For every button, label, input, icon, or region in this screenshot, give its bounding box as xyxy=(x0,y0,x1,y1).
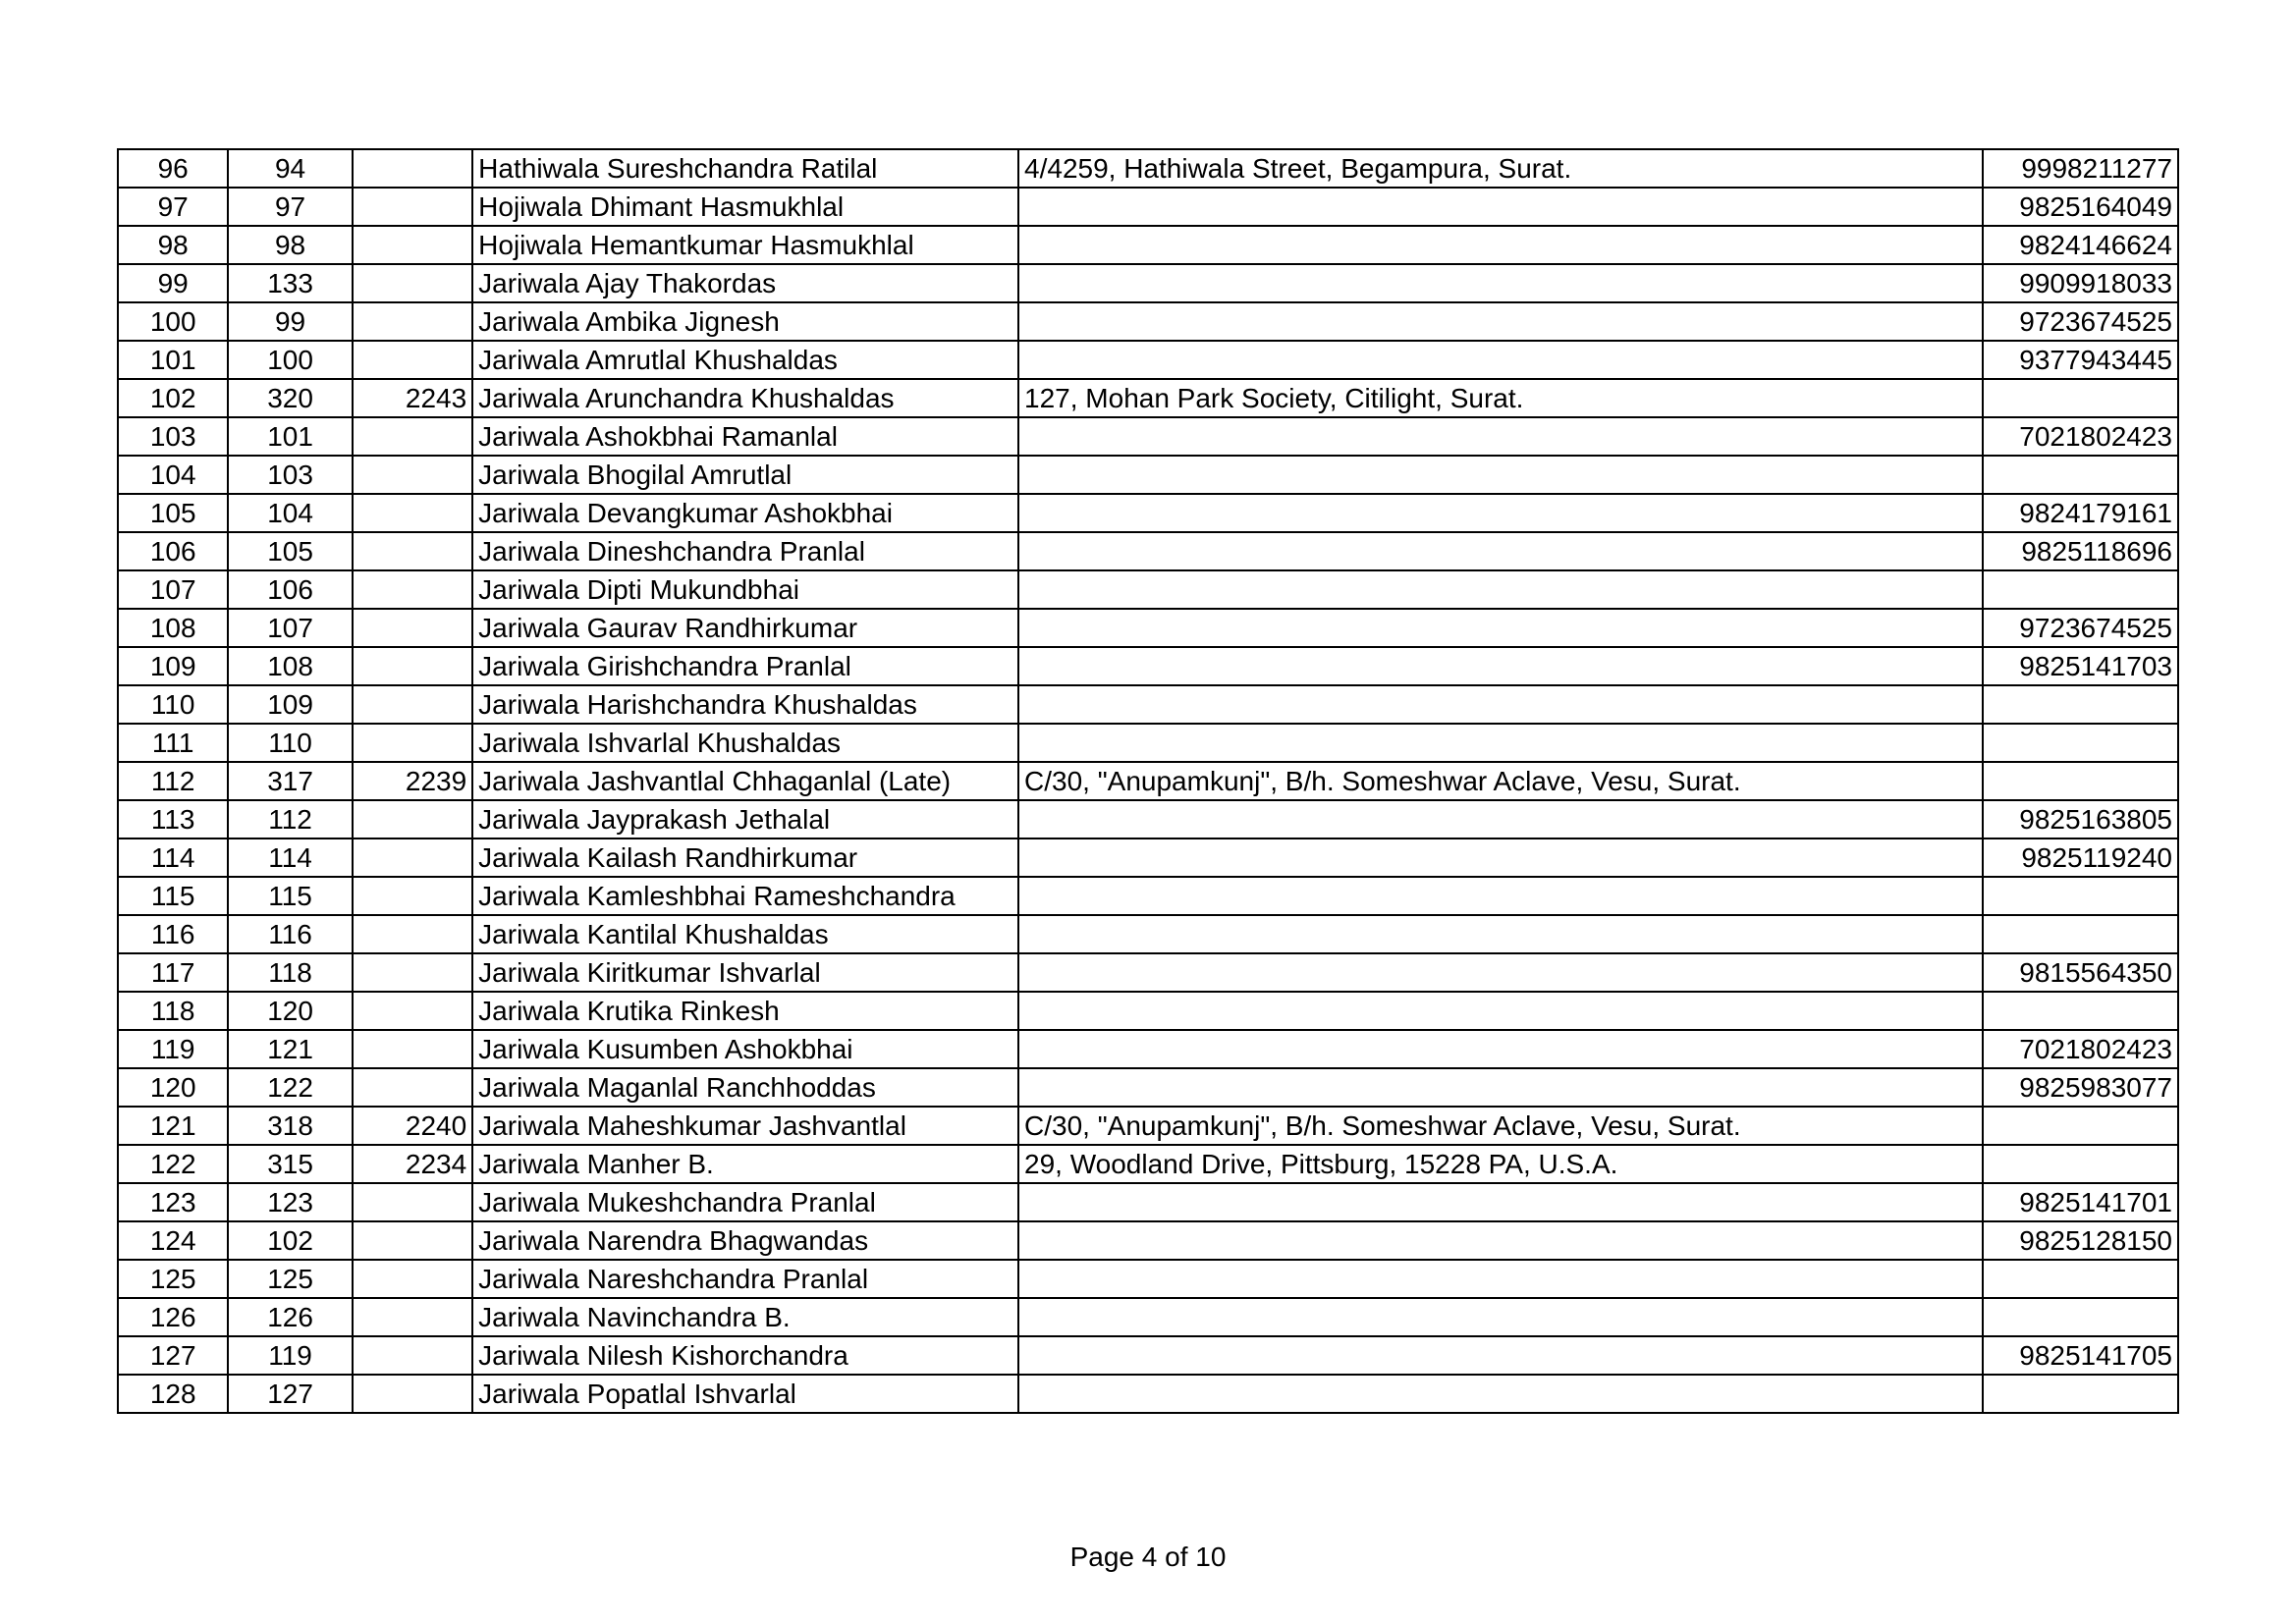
reference-number-cell xyxy=(353,1068,472,1107)
phone-cell: 9909918033 xyxy=(1983,264,2178,302)
address-cell xyxy=(1018,800,1983,839)
phone-cell xyxy=(1983,456,2178,494)
table-row xyxy=(118,953,2178,992)
member-number-cell: 121 xyxy=(228,1030,352,1068)
member-number-cell: 101 xyxy=(228,417,352,456)
address-cell xyxy=(1018,953,1983,992)
serial-number-cell: 105 xyxy=(118,494,228,532)
phone-cell: 9825983077 xyxy=(1983,1068,2178,1107)
address-cell xyxy=(1018,839,1983,877)
member-number-cell: 122 xyxy=(228,1068,352,1107)
serial-number-cell: 125 xyxy=(118,1260,228,1298)
reference-number-cell xyxy=(353,800,472,839)
serial-number-cell: 107 xyxy=(118,570,228,609)
member-number-cell: 110 xyxy=(228,724,352,762)
member-name-cell: Jariwala Devangkumar Ashokbhai xyxy=(472,494,1018,532)
serial-number-cell: 114 xyxy=(118,839,228,877)
member-name-cell: Jariwala Jayprakash Jethalal xyxy=(472,800,1018,839)
serial-number-cell: 106 xyxy=(118,532,228,570)
address-cell: 127, Mohan Park Society, Citilight, Surat. xyxy=(1018,379,1983,417)
member-name-cell: Hathiwala Sureshchandra Ratilal xyxy=(472,149,1018,188)
table-row xyxy=(118,1298,2178,1336)
serial-number-cell: 102 xyxy=(118,379,228,417)
member-number-cell: 320 xyxy=(228,379,352,417)
member-name-cell: Jariwala Harishchandra Khushaldas xyxy=(472,685,1018,724)
member-number-cell: 98 xyxy=(228,226,352,264)
reference-number-cell xyxy=(353,149,472,188)
reference-number-cell xyxy=(353,915,472,953)
serial-number-cell: 122 xyxy=(118,1145,228,1183)
member-name-cell: Jariwala Bhogilal Amrutlal xyxy=(472,456,1018,494)
member-name-cell: Jariwala Krutika Rinkesh xyxy=(472,992,1018,1030)
phone-cell xyxy=(1983,570,2178,609)
reference-number-cell xyxy=(353,953,472,992)
member-name-cell: Jariwala Kamleshbhai Rameshchandra xyxy=(472,877,1018,915)
address-cell xyxy=(1018,494,1983,532)
table-row xyxy=(118,992,2178,1030)
phone-cell xyxy=(1983,379,2178,417)
table-row xyxy=(118,1375,2178,1413)
member-number-cell: 106 xyxy=(228,570,352,609)
member-number-cell: 317 xyxy=(228,762,352,800)
member-name-cell: Jariwala Nareshchandra Pranlal xyxy=(472,1260,1018,1298)
phone-cell: 9998211277 xyxy=(1983,149,2178,188)
serial-number-cell: 111 xyxy=(118,724,228,762)
member-number-cell: 94 xyxy=(228,149,352,188)
member-name-cell: Jariwala Kusumben Ashokbhai xyxy=(472,1030,1018,1068)
member-number-cell: 104 xyxy=(228,494,352,532)
reference-number-cell xyxy=(353,1260,472,1298)
reference-number-cell xyxy=(353,685,472,724)
serial-number-cell: 120 xyxy=(118,1068,228,1107)
member-number-cell: 115 xyxy=(228,877,352,915)
member-name-cell: Jariwala Kiritkumar Ishvarlal xyxy=(472,953,1018,992)
address-cell xyxy=(1018,1221,1983,1260)
reference-number-cell xyxy=(353,188,472,226)
address-cell xyxy=(1018,456,1983,494)
phone-cell: 9825141705 xyxy=(1983,1336,2178,1375)
member-name-cell: Jariwala Dipti Mukundbhai xyxy=(472,570,1018,609)
serial-number-cell: 104 xyxy=(118,456,228,494)
phone-cell xyxy=(1983,915,2178,953)
reference-number-cell xyxy=(353,647,472,685)
table-row xyxy=(118,800,2178,839)
member-name-cell: Jariwala Arunchandra Khushaldas xyxy=(472,379,1018,417)
member-name-cell: Jariwala Jashvantlal Chhaganlal (Late) xyxy=(472,762,1018,800)
reference-number-cell xyxy=(353,1221,472,1260)
member-number-cell: 108 xyxy=(228,647,352,685)
table-row xyxy=(118,1107,2178,1145)
serial-number-cell: 100 xyxy=(118,302,228,341)
reference-number-cell xyxy=(353,1298,472,1336)
member-name-cell: Jariwala Maganlal Ranchhoddas xyxy=(472,1068,1018,1107)
phone-cell: 9825163805 xyxy=(1983,800,2178,839)
phone-cell xyxy=(1983,1260,2178,1298)
member-name-cell: Jariwala Gaurav Randhirkumar xyxy=(472,609,1018,647)
member-table xyxy=(117,148,2179,1414)
member-number-cell: 112 xyxy=(228,800,352,839)
member-table-body xyxy=(118,149,2178,1413)
member-number-cell: 315 xyxy=(228,1145,352,1183)
reference-number-cell xyxy=(353,839,472,877)
address-cell xyxy=(1018,1336,1983,1375)
phone-cell: 9825118696 xyxy=(1983,532,2178,570)
address-cell xyxy=(1018,724,1983,762)
address-cell xyxy=(1018,417,1983,456)
reference-number-cell: 2239 xyxy=(353,762,472,800)
serial-number-cell: 108 xyxy=(118,609,228,647)
member-name-cell: Jariwala Ambika Jignesh xyxy=(472,302,1018,341)
table-row xyxy=(118,877,2178,915)
serial-number-cell: 103 xyxy=(118,417,228,456)
reference-number-cell xyxy=(353,570,472,609)
serial-number-cell: 117 xyxy=(118,953,228,992)
member-name-cell: Jariwala Navinchandra B. xyxy=(472,1298,1018,1336)
phone-cell xyxy=(1983,685,2178,724)
phone-cell: 9815564350 xyxy=(1983,953,2178,992)
serial-number-cell: 123 xyxy=(118,1183,228,1221)
table-row xyxy=(118,1183,2178,1221)
reference-number-cell xyxy=(353,494,472,532)
reference-number-cell xyxy=(353,609,472,647)
member-name-cell: Jariwala Narendra Bhagwandas xyxy=(472,1221,1018,1260)
reference-number-cell xyxy=(353,877,472,915)
address-cell: 4/4259, Hathiwala Street, Begampura, Surat. xyxy=(1018,149,1983,188)
address-cell xyxy=(1018,532,1983,570)
table-row xyxy=(118,1030,2178,1068)
address-cell xyxy=(1018,1298,1983,1336)
reference-number-cell xyxy=(353,264,472,302)
table-row xyxy=(118,494,2178,532)
table-row xyxy=(118,379,2178,417)
phone-cell: 9825128150 xyxy=(1983,1221,2178,1260)
table-row xyxy=(118,570,2178,609)
address-cell xyxy=(1018,609,1983,647)
phone-cell xyxy=(1983,877,2178,915)
table-row xyxy=(118,532,2178,570)
address-cell xyxy=(1018,188,1983,226)
address-cell xyxy=(1018,685,1983,724)
member-name-cell: Jariwala Popatlal Ishvarlal xyxy=(472,1375,1018,1413)
member-number-cell: 127 xyxy=(228,1375,352,1413)
member-number-cell: 102 xyxy=(228,1221,352,1260)
reference-number-cell xyxy=(353,1375,472,1413)
table-row xyxy=(118,456,2178,494)
member-name-cell: Hojiwala Dhimant Hasmukhlal xyxy=(472,188,1018,226)
address-cell: C/30, "Anupamkunj", B/h. Someshwar Aclave, Vesu, Surat. xyxy=(1018,762,1983,800)
phone-cell xyxy=(1983,762,2178,800)
phone-cell: 9824146624 xyxy=(1983,226,2178,264)
phone-cell xyxy=(1983,1298,2178,1336)
serial-number-cell: 119 xyxy=(118,1030,228,1068)
member-number-cell: 100 xyxy=(228,341,352,379)
table-row xyxy=(118,341,2178,379)
table-row xyxy=(118,1336,2178,1375)
member-number-cell: 123 xyxy=(228,1183,352,1221)
table-row xyxy=(118,302,2178,341)
phone-cell: 7021802423 xyxy=(1983,417,2178,456)
phone-cell: 9824179161 xyxy=(1983,494,2178,532)
member-number-cell: 109 xyxy=(228,685,352,724)
reference-number-cell xyxy=(353,341,472,379)
table-row xyxy=(118,609,2178,647)
table-row xyxy=(118,417,2178,456)
phone-cell: 9825119240 xyxy=(1983,839,2178,877)
phone-cell: 9825141701 xyxy=(1983,1183,2178,1221)
member-name-cell: Jariwala Amrutlal Khushaldas xyxy=(472,341,1018,379)
table-row xyxy=(118,762,2178,800)
table-row xyxy=(118,149,2178,188)
member-number-cell: 119 xyxy=(228,1336,352,1375)
member-number-cell: 97 xyxy=(228,188,352,226)
member-number-cell: 99 xyxy=(228,302,352,341)
phone-cell xyxy=(1983,992,2178,1030)
serial-number-cell: 127 xyxy=(118,1336,228,1375)
serial-number-cell: 99 xyxy=(118,264,228,302)
phone-cell: 9825164049 xyxy=(1983,188,2178,226)
table-row xyxy=(118,188,2178,226)
member-name-cell: Jariwala Girishchandra Pranlal xyxy=(472,647,1018,685)
serial-number-cell: 118 xyxy=(118,992,228,1030)
table-row xyxy=(118,1260,2178,1298)
address-cell xyxy=(1018,570,1983,609)
member-name-cell: Jariwala Ashokbhai Ramanlal xyxy=(472,417,1018,456)
member-name-cell: Jariwala Kailash Randhirkumar xyxy=(472,839,1018,877)
reference-number-cell xyxy=(353,1030,472,1068)
address-cell xyxy=(1018,1375,1983,1413)
table-row xyxy=(118,1068,2178,1107)
reference-number-cell xyxy=(353,992,472,1030)
page-number: Page 4 of 10 xyxy=(1069,1542,1227,1572)
serial-number-cell: 116 xyxy=(118,915,228,953)
reference-number-cell xyxy=(353,532,472,570)
address-cell xyxy=(1018,647,1983,685)
member-number-cell: 116 xyxy=(228,915,352,953)
member-number-cell: 125 xyxy=(228,1260,352,1298)
phone-cell: 9825141703 xyxy=(1983,647,2178,685)
reference-number-cell: 2234 xyxy=(353,1145,472,1183)
address-cell xyxy=(1018,877,1983,915)
serial-number-cell: 101 xyxy=(118,341,228,379)
serial-number-cell: 113 xyxy=(118,800,228,839)
table-row xyxy=(118,226,2178,264)
reference-number-cell xyxy=(353,302,472,341)
member-number-cell: 105 xyxy=(228,532,352,570)
address-cell xyxy=(1018,1068,1983,1107)
serial-number-cell: 126 xyxy=(118,1298,228,1336)
member-name-cell: Jariwala Ajay Thakordas xyxy=(472,264,1018,302)
table-row xyxy=(118,264,2178,302)
address-cell xyxy=(1018,1030,1983,1068)
phone-cell: 9723674525 xyxy=(1983,609,2178,647)
table-row xyxy=(118,1221,2178,1260)
phone-cell: 9377943445 xyxy=(1983,341,2178,379)
serial-number-cell: 112 xyxy=(118,762,228,800)
member-name-cell: Jariwala Mukeshchandra Pranlal xyxy=(472,1183,1018,1221)
table-row xyxy=(118,647,2178,685)
phone-cell xyxy=(1983,724,2178,762)
serial-number-cell: 115 xyxy=(118,877,228,915)
reference-number-cell xyxy=(353,456,472,494)
serial-number-cell: 97 xyxy=(118,188,228,226)
table-row xyxy=(118,1145,2178,1183)
reference-number-cell xyxy=(353,417,472,456)
member-number-cell: 114 xyxy=(228,839,352,877)
address-cell xyxy=(1018,992,1983,1030)
reference-number-cell xyxy=(353,1183,472,1221)
serial-number-cell: 121 xyxy=(118,1107,228,1145)
member-number-cell: 103 xyxy=(228,456,352,494)
member-number-cell: 133 xyxy=(228,264,352,302)
member-name-cell: Hojiwala Hemantkumar Hasmukhlal xyxy=(472,226,1018,264)
serial-number-cell: 124 xyxy=(118,1221,228,1260)
serial-number-cell: 110 xyxy=(118,685,228,724)
member-name-cell: Jariwala Manher B. xyxy=(472,1145,1018,1183)
address-cell xyxy=(1018,226,1983,264)
phone-cell xyxy=(1983,1107,2178,1145)
member-number-cell: 126 xyxy=(228,1298,352,1336)
member-name-cell: Jariwala Maheshkumar Jashvantlal xyxy=(472,1107,1018,1145)
serial-number-cell: 96 xyxy=(118,149,228,188)
reference-number-cell xyxy=(353,226,472,264)
reference-number-cell: 2243 xyxy=(353,379,472,417)
reference-number-cell xyxy=(353,1336,472,1375)
table-row xyxy=(118,915,2178,953)
address-cell xyxy=(1018,302,1983,341)
address-cell xyxy=(1018,915,1983,953)
phone-cell: 7021802423 xyxy=(1983,1030,2178,1068)
address-cell: 29, Woodland Drive, Pittsburg, 15228 PA, U.S.A. xyxy=(1018,1145,1983,1183)
member-number-cell: 118 xyxy=(228,953,352,992)
member-name-cell: Jariwala Ishvarlal Khushaldas xyxy=(472,724,1018,762)
member-name-cell: Jariwala Nilesh Kishorchandra xyxy=(472,1336,1018,1375)
address-cell xyxy=(1018,264,1983,302)
member-number-cell: 120 xyxy=(228,992,352,1030)
address-cell xyxy=(1018,341,1983,379)
serial-number-cell: 109 xyxy=(118,647,228,685)
phone-cell: 9723674525 xyxy=(1983,302,2178,341)
member-number-cell: 318 xyxy=(228,1107,352,1145)
reference-number-cell xyxy=(353,724,472,762)
phone-cell xyxy=(1983,1145,2178,1183)
table-row xyxy=(118,724,2178,762)
serial-number-cell: 128 xyxy=(118,1375,228,1413)
address-cell xyxy=(1018,1183,1983,1221)
reference-number-cell: 2240 xyxy=(353,1107,472,1145)
member-name-cell: Jariwala Dineshchandra Pranlal xyxy=(472,532,1018,570)
address-cell xyxy=(1018,1260,1983,1298)
phone-cell xyxy=(1983,1375,2178,1413)
table-row xyxy=(118,839,2178,877)
table-row xyxy=(118,685,2178,724)
address-cell: C/30, "Anupamkunj", B/h. Someshwar Aclave, Vesu, Surat. xyxy=(1018,1107,1983,1145)
member-number-cell: 107 xyxy=(228,609,352,647)
serial-number-cell: 98 xyxy=(118,226,228,264)
member-name-cell: Jariwala Kantilal Khushaldas xyxy=(472,915,1018,953)
